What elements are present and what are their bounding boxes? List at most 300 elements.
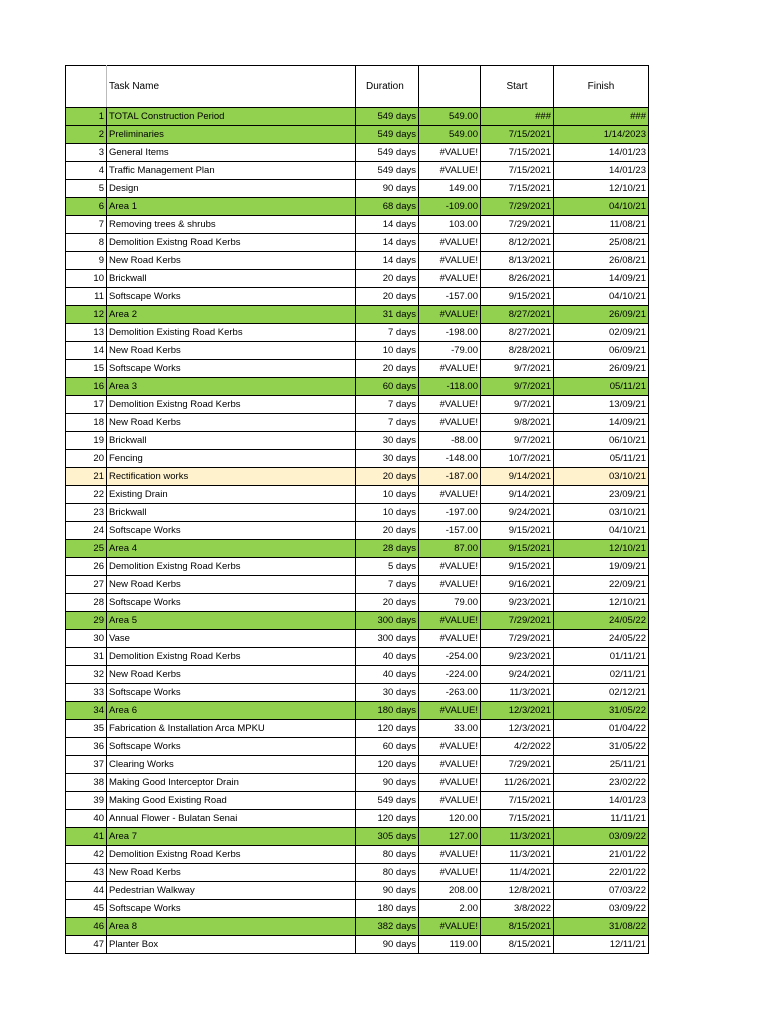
work-cell: #VALUE! [419,918,481,936]
row-number: 27 [66,576,107,594]
row-number: 16 [66,378,107,396]
finish-date: 12/11/21 [554,936,649,954]
work-cell: 549.00 [419,108,481,126]
finish-date: 13/09/21 [554,396,649,414]
task-name: New Road Kerbs [107,576,356,594]
task-name: Planter Box [107,936,356,954]
finish-date: 24/05/22 [554,612,649,630]
work-cell: #VALUE! [419,162,481,180]
table-row [66,756,649,774]
table-row [66,216,649,234]
task-name: Fabrication & Installation Arca MPKU [107,720,356,738]
work-cell: -198.00 [419,324,481,342]
finish-date: 23/02/22 [554,774,649,792]
row-number: 34 [66,702,107,720]
task-name: Existing Drain [107,486,356,504]
start-date: 4/2/2022 [481,738,554,756]
task-name: Softscape Works [107,900,356,918]
start-date: 8/28/2021 [481,342,554,360]
row-number: 37 [66,756,107,774]
row-number: 31 [66,648,107,666]
work-cell: #VALUE! [419,306,481,324]
table-row [66,828,649,846]
duration-cell: 549 days [356,126,419,144]
row-number: 15 [66,360,107,378]
duration-cell: 30 days [356,684,419,702]
work-cell: #VALUE! [419,486,481,504]
task-name: Brickwall [107,270,356,288]
finish-date: 11/08/21 [554,216,649,234]
task-name: Softscape Works [107,738,356,756]
table-row [66,774,649,792]
task-name: Area 8 [107,918,356,936]
task-name: Fencing [107,450,356,468]
start-date: 8/26/2021 [481,270,554,288]
task-name: Area 5 [107,612,356,630]
finish-date: 14/01/23 [554,144,649,162]
finish-date: 14/01/23 [554,792,649,810]
table-header [66,66,649,108]
work-cell: #VALUE! [419,864,481,882]
work-cell: 2.00 [419,900,481,918]
start-date: 7/29/2021 [481,612,554,630]
finish-date: 14/09/21 [554,414,649,432]
start-date: 9/14/2021 [481,486,554,504]
start-date: 9/24/2021 [481,666,554,684]
row-number: 23 [66,504,107,522]
table-row [66,522,649,540]
row-number: 44 [66,882,107,900]
row-number: 42 [66,846,107,864]
row-number: 21 [66,468,107,486]
duration-cell: 20 days [356,468,419,486]
table-row [66,684,649,702]
duration-cell: 120 days [356,720,419,738]
start-date: 7/29/2021 [481,630,554,648]
task-name: New Road Kerbs [107,864,356,882]
row-number: 41 [66,828,107,846]
row-number: 38 [66,774,107,792]
start-date: 11/3/2021 [481,828,554,846]
finish-date: 07/03/22 [554,882,649,900]
work-cell: #VALUE! [419,774,481,792]
work-cell: -157.00 [419,288,481,306]
start-date: 12/8/2021 [481,882,554,900]
work-cell: #VALUE! [419,792,481,810]
table-row [66,288,649,306]
task-name: Preliminaries [107,126,356,144]
start-date: 7/15/2021 [481,144,554,162]
finish-date: 19/09/21 [554,558,649,576]
work-cell: 87.00 [419,540,481,558]
duration-cell: 10 days [356,504,419,522]
table-row [66,576,649,594]
duration-cell: 68 days [356,198,419,216]
duration-cell: 382 days [356,918,419,936]
start-date: 8/15/2021 [481,918,554,936]
work-cell: -254.00 [419,648,481,666]
table-row [66,414,649,432]
row-number: 33 [66,684,107,702]
finish-date: 25/08/21 [554,234,649,252]
task-name: Making Good Existing Road [107,792,356,810]
table-row [66,378,649,396]
start-date: 8/12/2021 [481,234,554,252]
row-number: 24 [66,522,107,540]
start-date: 8/15/2021 [481,936,554,954]
task-name: Making Good Interceptor Drain [107,774,356,792]
row-number: 29 [66,612,107,630]
task-name: Area 1 [107,198,356,216]
duration-cell: 7 days [356,576,419,594]
work-cell: #VALUE! [419,270,481,288]
duration-cell: 14 days [356,216,419,234]
start-date: 11/3/2021 [481,684,554,702]
table-row [66,450,649,468]
header-row [66,66,649,108]
table-row [66,738,649,756]
table-row [66,468,649,486]
duration-cell: 300 days [356,612,419,630]
row-number: 12 [66,306,107,324]
duration-cell: 305 days [356,828,419,846]
duration-cell: 14 days [356,234,419,252]
finish-date: 14/09/21 [554,270,649,288]
duration-cell: 10 days [356,342,419,360]
work-cell: #VALUE! [419,612,481,630]
start-date: 7/29/2021 [481,216,554,234]
work-cell: -197.00 [419,504,481,522]
work-cell: -148.00 [419,450,481,468]
start-date: 9/24/2021 [481,504,554,522]
work-cell: 33.00 [419,720,481,738]
row-number: 2 [66,126,107,144]
row-number: 26 [66,558,107,576]
duration-cell: 10 days [356,486,419,504]
work-cell: 119.00 [419,936,481,954]
finish-date: 04/10/21 [554,288,649,306]
work-cell: #VALUE! [419,252,481,270]
task-name: Demolition Existng Road Kerbs [107,558,356,576]
row-number: 3 [66,144,107,162]
start-date: ### [481,108,554,126]
row-number: 9 [66,252,107,270]
work-cell: -118.00 [419,378,481,396]
table-row [66,648,649,666]
start-date: 7/15/2021 [481,180,554,198]
row-number: 20 [66,450,107,468]
duration-cell: 549 days [356,144,419,162]
work-cell: #VALUE! [419,738,481,756]
row-number: 11 [66,288,107,306]
start-date: 9/7/2021 [481,360,554,378]
table-row [66,324,649,342]
duration-cell: 180 days [356,900,419,918]
finish-date: 12/10/21 [554,540,649,558]
work-cell: -187.00 [419,468,481,486]
duration-cell: 90 days [356,936,419,954]
table-body [66,108,649,954]
task-name: Demolition Existng Road Kerbs [107,396,356,414]
finish-date: 02/09/21 [554,324,649,342]
task-name: Demolition Existng Road Kerbs [107,846,356,864]
work-cell: -79.00 [419,342,481,360]
start-date: 8/27/2021 [481,324,554,342]
finish-date: 02/11/21 [554,666,649,684]
duration-cell: 14 days [356,252,419,270]
task-name: Rectification works [107,468,356,486]
task-name: Area 3 [107,378,356,396]
task-name: Traffic Management Plan [107,162,356,180]
table-row [66,792,649,810]
finish-date: 21/01/22 [554,846,649,864]
finish-date: 12/10/21 [554,594,649,612]
work-cell: -88.00 [419,432,481,450]
row-number: 36 [66,738,107,756]
table-row [66,252,649,270]
table-row [66,810,649,828]
finish-date: 31/05/22 [554,738,649,756]
duration-cell: 7 days [356,324,419,342]
start-date: 11/4/2021 [481,864,554,882]
table-row [66,720,649,738]
finish-date: 1/14/2023 [554,126,649,144]
table-row [66,918,649,936]
duration-cell: 7 days [356,414,419,432]
duration-cell: 30 days [356,450,419,468]
row-number: 19 [66,432,107,450]
table-row [66,198,649,216]
table-row [66,486,649,504]
table-row [66,180,649,198]
task-name: New Road Kerbs [107,666,356,684]
start-date: 9/15/2021 [481,558,554,576]
table-row [66,630,649,648]
start-date: 9/15/2021 [481,540,554,558]
row-number: 13 [66,324,107,342]
duration-cell: 31 days [356,306,419,324]
finish-date: 23/09/21 [554,486,649,504]
work-cell: #VALUE! [419,756,481,774]
task-name: Pedestrian Walkway [107,882,356,900]
task-name: New Road Kerbs [107,252,356,270]
finish-date: 22/01/22 [554,864,649,882]
work-cell: -224.00 [419,666,481,684]
table-row [66,882,649,900]
duration-cell: 40 days [356,648,419,666]
finish-date: 31/05/22 [554,702,649,720]
start-date: 8/13/2021 [481,252,554,270]
work-cell: 103.00 [419,216,481,234]
duration-cell: 80 days [356,864,419,882]
work-cell: 549.00 [419,126,481,144]
start-date: 7/29/2021 [481,756,554,774]
duration-cell: 20 days [356,594,419,612]
table-row [66,396,649,414]
work-cell: 79.00 [419,594,481,612]
table-row [66,540,649,558]
task-name: Softscape Works [107,360,356,378]
finish-date: 05/11/21 [554,378,649,396]
start-date: 9/14/2021 [481,468,554,486]
work-cell: 127.00 [419,828,481,846]
start-date: 11/3/2021 [481,846,554,864]
row-number: 46 [66,918,107,936]
table-row [66,504,649,522]
duration-cell: 180 days [356,702,419,720]
work-cell: -109.00 [419,198,481,216]
duration-cell: 60 days [356,738,419,756]
work-cell: #VALUE! [419,702,481,720]
finish-date: 05/11/21 [554,450,649,468]
table-row [66,306,649,324]
row-number: 35 [66,720,107,738]
task-name: Softscape Works [107,594,356,612]
start-date: 7/15/2021 [481,810,554,828]
task-name-header: Task Name [107,66,356,108]
row-number: 45 [66,900,107,918]
table-row [66,162,649,180]
duration-cell: 90 days [356,180,419,198]
row-number: 14 [66,342,107,360]
table-row [66,900,649,918]
finish-date: 31/08/22 [554,918,649,936]
finish-date: 06/09/21 [554,342,649,360]
finish-date: ### [554,108,649,126]
start-date: 9/15/2021 [481,522,554,540]
work-cell: 208.00 [419,882,481,900]
table-row [66,144,649,162]
finish-date: 04/10/21 [554,198,649,216]
task-name: Demolition Existng Road Kerbs [107,234,356,252]
duration-cell: 20 days [356,522,419,540]
row-number: 25 [66,540,107,558]
task-name: Design [107,180,356,198]
work-header [419,66,481,108]
row-number: 43 [66,864,107,882]
row-number: 28 [66,594,107,612]
finish-date: 01/04/22 [554,720,649,738]
duration-cell: 549 days [356,792,419,810]
duration-cell: 90 days [356,882,419,900]
work-cell: #VALUE! [419,414,481,432]
start-date: 12/3/2021 [481,720,554,738]
task-name: Vase [107,630,356,648]
table-row [66,432,649,450]
row-number: 1 [66,108,107,126]
start-date: 9/23/2021 [481,594,554,612]
finish-date: 04/10/21 [554,522,649,540]
finish-date: 03/09/22 [554,900,649,918]
table-row [66,558,649,576]
duration-cell: 40 days [356,666,419,684]
start-date: 9/7/2021 [481,396,554,414]
task-name: Brickwall [107,432,356,450]
start-date: 9/16/2021 [481,576,554,594]
table-row [66,612,649,630]
work-cell: 149.00 [419,180,481,198]
duration-cell: 60 days [356,378,419,396]
task-name: Annual Flower - Bulatan Senai [107,810,356,828]
finish-date: 03/10/21 [554,468,649,486]
row-number: 7 [66,216,107,234]
finish-date: 14/01/23 [554,162,649,180]
work-cell: #VALUE! [419,846,481,864]
finish-date: 06/10/21 [554,432,649,450]
duration-cell: 20 days [356,288,419,306]
duration-cell: 549 days [356,108,419,126]
table-row [66,594,649,612]
table-row [66,936,649,954]
duration-cell: 30 days [356,432,419,450]
work-cell: #VALUE! [419,360,481,378]
work-cell: #VALUE! [419,630,481,648]
start-date: 7/29/2021 [481,198,554,216]
finish-date: 02/12/21 [554,684,649,702]
task-name: Area 4 [107,540,356,558]
row-number: 22 [66,486,107,504]
task-name: Softscape Works [107,522,356,540]
work-cell: #VALUE! [419,558,481,576]
duration-cell: 7 days [356,396,419,414]
row-number-header [66,66,107,108]
duration-cell: 120 days [356,810,419,828]
task-name: Area 6 [107,702,356,720]
table-row [66,270,649,288]
start-date: 9/7/2021 [481,432,554,450]
work-cell: #VALUE! [419,144,481,162]
start-date: 3/8/2022 [481,900,554,918]
task-name: Brickwall [107,504,356,522]
duration-cell: 90 days [356,774,419,792]
table-row [66,126,649,144]
table-row [66,234,649,252]
duration-header: Duration [356,66,419,108]
duration-cell: 549 days [356,162,419,180]
row-number: 18 [66,414,107,432]
start-date: 9/8/2021 [481,414,554,432]
row-number: 10 [66,270,107,288]
task-name: New Road Kerbs [107,414,356,432]
start-date: 12/3/2021 [481,702,554,720]
finish-header: Finish [554,66,649,108]
start-date: 10/7/2021 [481,450,554,468]
task-name: Removing trees & shrubs [107,216,356,234]
finish-date: 25/11/21 [554,756,649,774]
finish-date: 22/09/21 [554,576,649,594]
table-row [66,108,649,126]
row-number: 39 [66,792,107,810]
work-cell: #VALUE! [419,576,481,594]
start-date: 7/15/2021 [481,792,554,810]
task-name: Clearing Works [107,756,356,774]
table-row [66,702,649,720]
duration-cell: 80 days [356,846,419,864]
task-name: Demolition Existng Road Kerbs [107,648,356,666]
duration-cell: 28 days [356,540,419,558]
row-number: 4 [66,162,107,180]
row-number: 40 [66,810,107,828]
start-date: 11/26/2021 [481,774,554,792]
row-number: 47 [66,936,107,954]
row-number: 6 [66,198,107,216]
work-cell: #VALUE! [419,396,481,414]
table-row [66,846,649,864]
finish-date: 03/09/22 [554,828,649,846]
duration-cell: 5 days [356,558,419,576]
finish-date: 24/05/22 [554,630,649,648]
start-date: 9/23/2021 [481,648,554,666]
